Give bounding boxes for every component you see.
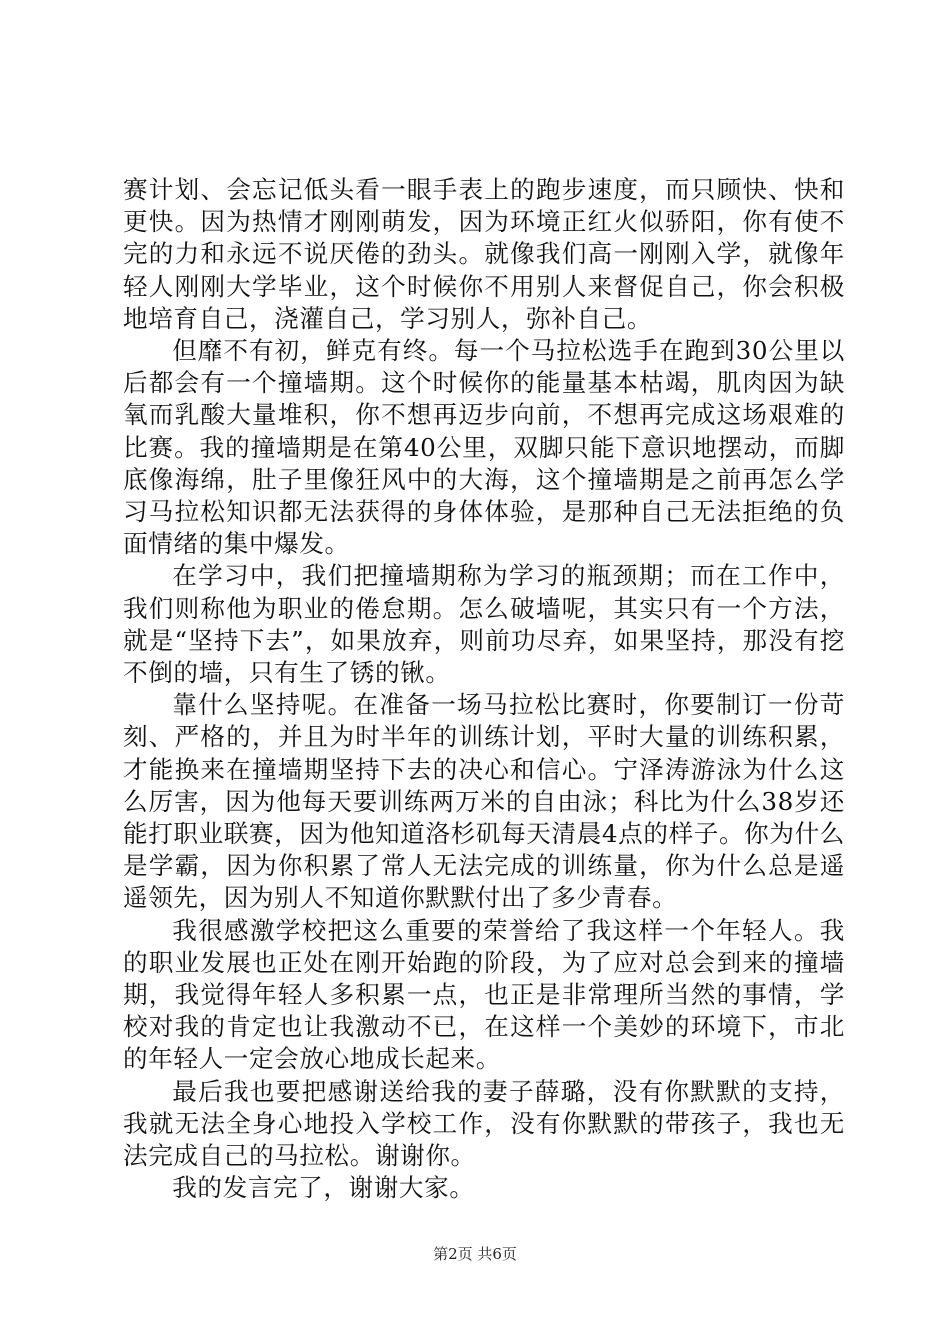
document-body [123,174,845,1205]
paragraph: 我很感激学校把这么重要的荣誉给了我这样一个年轻人。我的职业发展也正处在刚开始跑的阶段，为了应对总会到来的撞墙期，我觉得年轻人多积累一点，也正是非常理所当然的事情，学校对我的肯定也让我激动不已，在这样一个美妙的环境下，市北的年轻人一定会放心地成长起来。 [123,915,845,1074]
page-number-footer: 第2页 共6页 [433,1245,517,1263]
paragraph: 但靡不有初，鲜克有终。每一个马拉松选手在跑到30公里以后都会有一个撞墙期。这个时候你的能量基本枯竭，肌肉因为缺氧而乳酸大量堆积，你不想再迈步向前，不想再完成这场艰难的比赛。我的撞墙期是在第40公里，双脚只能下意识地摆动，而脚底像海绵，肚子里像狂风中的大海，这个撞墙期是之前再怎么学习马拉松知识都无法获得的身体体验，是那种自己无法拒绝的负面情绪的集中爆发。 [123,336,845,559]
paragraph: 在学习中，我们把撞墙期称为学习的瓶颈期；而在工作中，我们则称他为职业的倦怠期。怎么破墙呢，其实只有一个方法，就是“坚持下去”，如果放弃，则前功尽弃，如果坚持，那没有挖不倒的墙，只有生了锈的锹。 [123,561,845,688]
paragraph-continuation: 赛计划、会忘记低头看一眼手表上的跑步速度，而只顾快、快和更快。因为热情才刚刚萌发，因为环境正红火似骄阳，你有使不完的力和永远不说厌倦的劲头。就像我们高一刚刚入学，就像年轻人刚刚大学毕业，这个时候你不用别人来督促自己，你会积极地培育自己，浇灌自己，学习别人，弥补自己。 [123,175,845,333]
paragraph-closing: 我的发言完了，谢谢大家。 [172,1173,475,1203]
paragraph: 靠什么坚持呢。在准备一场马拉松比赛时，你要制订一份苛刻、严格的，并且为时半年的训练计划，平时大量的训练积累，才能换来在撞墙期坚持下去的决心和信心。宁泽涛游泳为什么这么厉害，因为他每天要训练两万米的自由泳；科比为什么38岁还能打职业联赛，因为他知道洛杉矶每天清晨4点的样子。你为什么是学霸，因为你积累了常人无法完成的训练量，你为什么总是遥遥领先，因为别人不知道你默默付出了多少青春。 [123,690,845,913]
paragraph: 最后我也要把感谢送给我的妻子薛璐，没有你默默的支持，我就无法全身心地投入学校工作，没有你默默的带孩子，我也无法完成自己的马拉松。谢谢你。 [123,1076,845,1171]
